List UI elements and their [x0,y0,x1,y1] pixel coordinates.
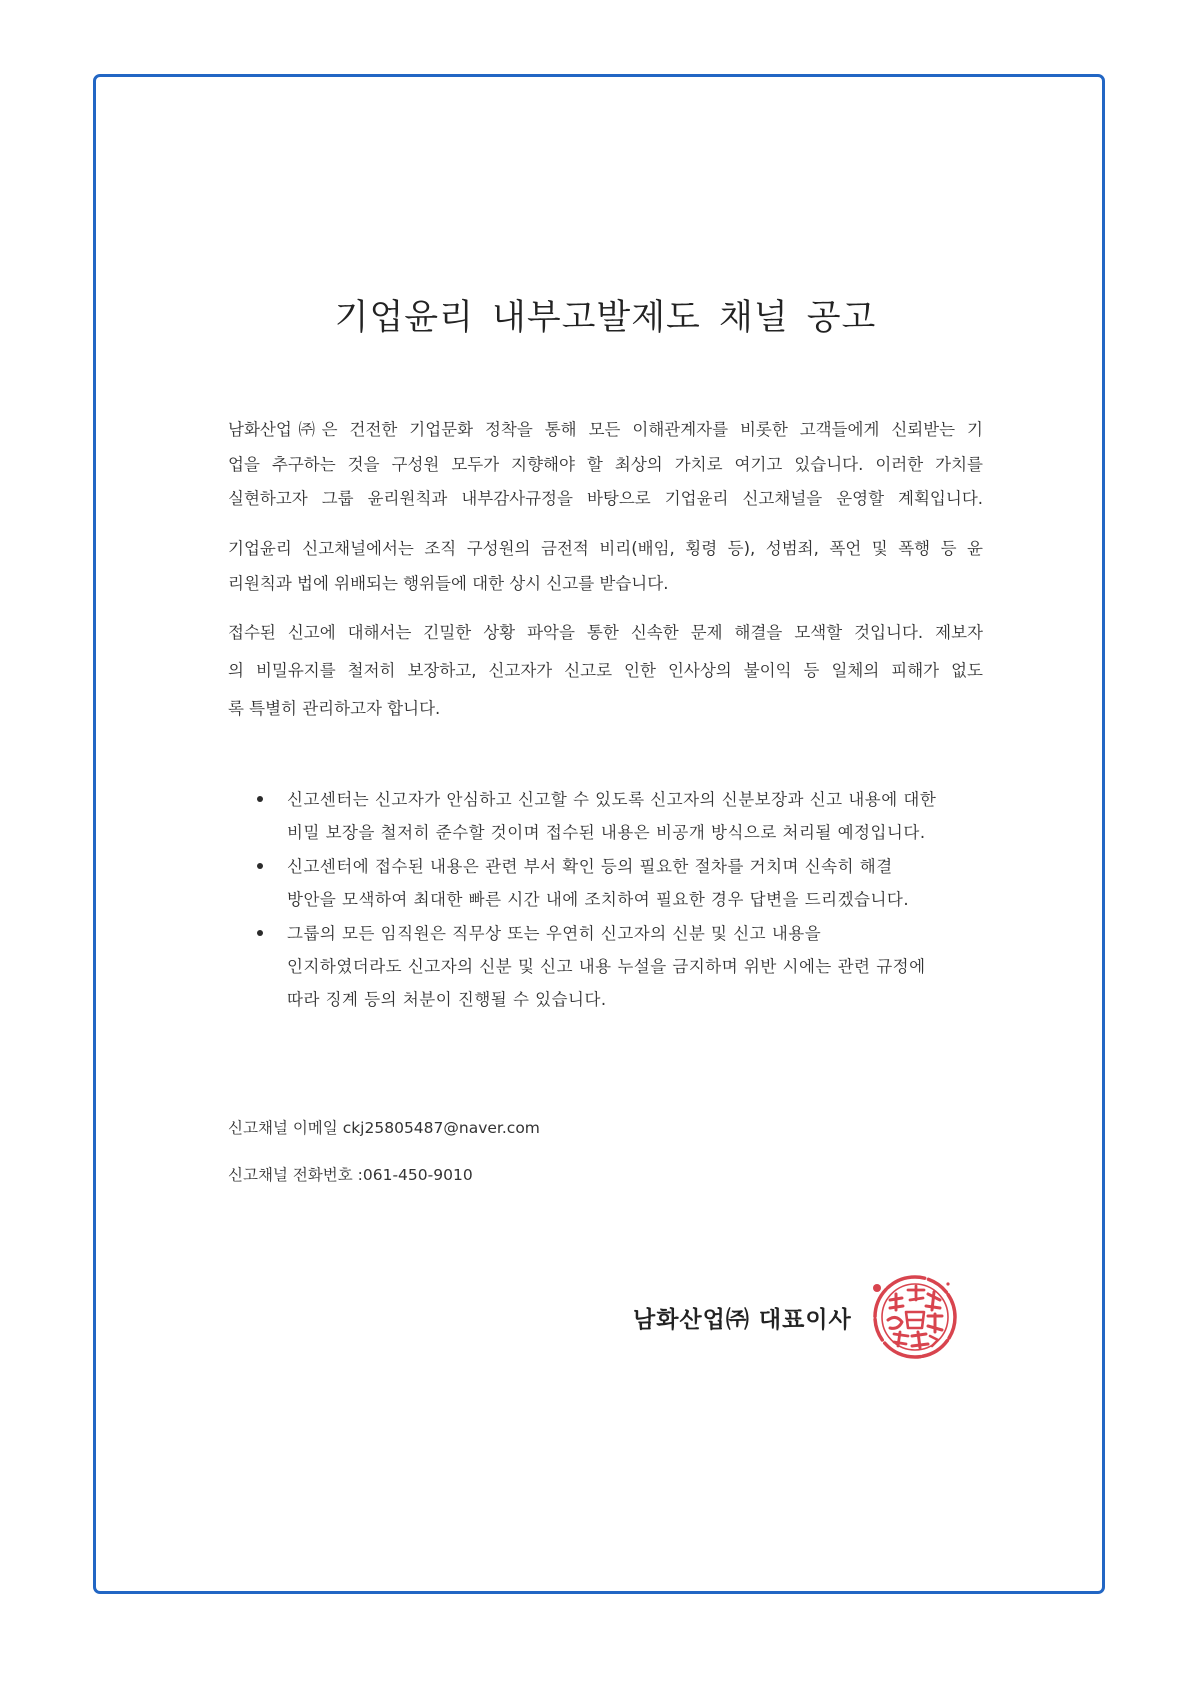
contact-phone-row [228,1164,473,1186]
bullet-dot-icon [257,863,263,869]
paragraph-line: 리원칙과 법에 위배되는 행위들에 대한 상시 신고를 받습니다. [228,574,669,593]
bullet-dot-icon [257,796,263,802]
paragraph-protection [228,614,983,728]
paragraph-scope [228,531,983,601]
bullet-line: 방안을 모색하여 최대한 빠른 시간 내에 조치하여 필요한 경우 답변을 드리겠습니다. [287,890,910,909]
document-title: 기업윤리 내부고발제도 채널 공고 [334,298,877,338]
bullet-item [228,917,988,1016]
paragraph-line: 업을 추구하는 것을 구성원 모두가 지향해야 할 최상의 가치로 여기고 있습니다. 이러한 가치를 [228,454,983,474]
signature-line: 남화산업㈜ 대표이사 [633,1307,852,1333]
paragraph-line: 접수된 신고에 대해서는 긴밀한 상황 파악을 통한 신속한 문제 해결을 모색할 것입니다. 제보자 [228,623,983,642]
bullet-dot-icon [257,930,263,936]
paragraph-line: 록 특별히 관리하고자 합니다. [228,699,441,718]
company-seal-icon [868,1270,960,1362]
bullet-list [228,783,988,1016]
bullet-line: 신고센터는 신고자가 안심하고 신고할 수 있도록 신고자의 신분보장과 신고 내용에 대한 [287,790,937,809]
bullet-item [228,850,988,916]
contact-email-label: 신고채널 이메일 [228,1119,338,1137]
paragraph-line: 기업윤리 신고채널에서는 조직 구성원의 금전적 비리(배임, 횡령 등), 성범죄, 폭언 및 폭행 등 윤 [228,539,983,558]
contact-phone: :061-450-9010 [357,1166,473,1184]
contact-email-row [228,1117,540,1139]
paragraph-intro [228,413,983,517]
bullet-line: 신고센터에 접수된 내용은 관련 부서 확인 등의 필요한 절차를 거치며 신속히 해결 [287,857,893,876]
bullet-line: 따라 징계 등의 처분이 진행될 수 있습니다. [287,990,607,1009]
contact-phone-label: 신고채널 전화번호 [228,1166,353,1184]
bullet-line: 비밀 보장을 철저히 준수할 것이며 접수된 내용은 비공개 방식으로 처리될 예정입니다. [287,823,926,842]
bullet-item [228,783,988,849]
paragraph-line: 실현하고자 그룹 윤리원칙과 내부감사규정을 바탕으로 기업윤리 신고채널을 운영할 계획입니다. [228,489,983,508]
bullet-line: 그룹의 모든 임직원은 직무상 또는 우연히 신고자의 신분 및 신고 내용을 [287,924,822,943]
paragraph-line: 남화산업㈜은 건전한 기업문화 정착을 통해 모든 이해관계자를 비롯한 고객들에게 신뢰받는 기 [228,420,983,439]
paragraph-line: 의 비밀유지를 철저히 보장하고, 신고자가 신고로 인한 인사상의 불이익 등 일체의 피해가 없도 [228,661,983,680]
contact-email: ckj25805487@naver.com [342,1119,540,1137]
bullet-line: 인지하였더라도 신고자의 신분 및 신고 내용 누설을 금지하며 위반 시에는 관련 규정에 [287,957,926,976]
